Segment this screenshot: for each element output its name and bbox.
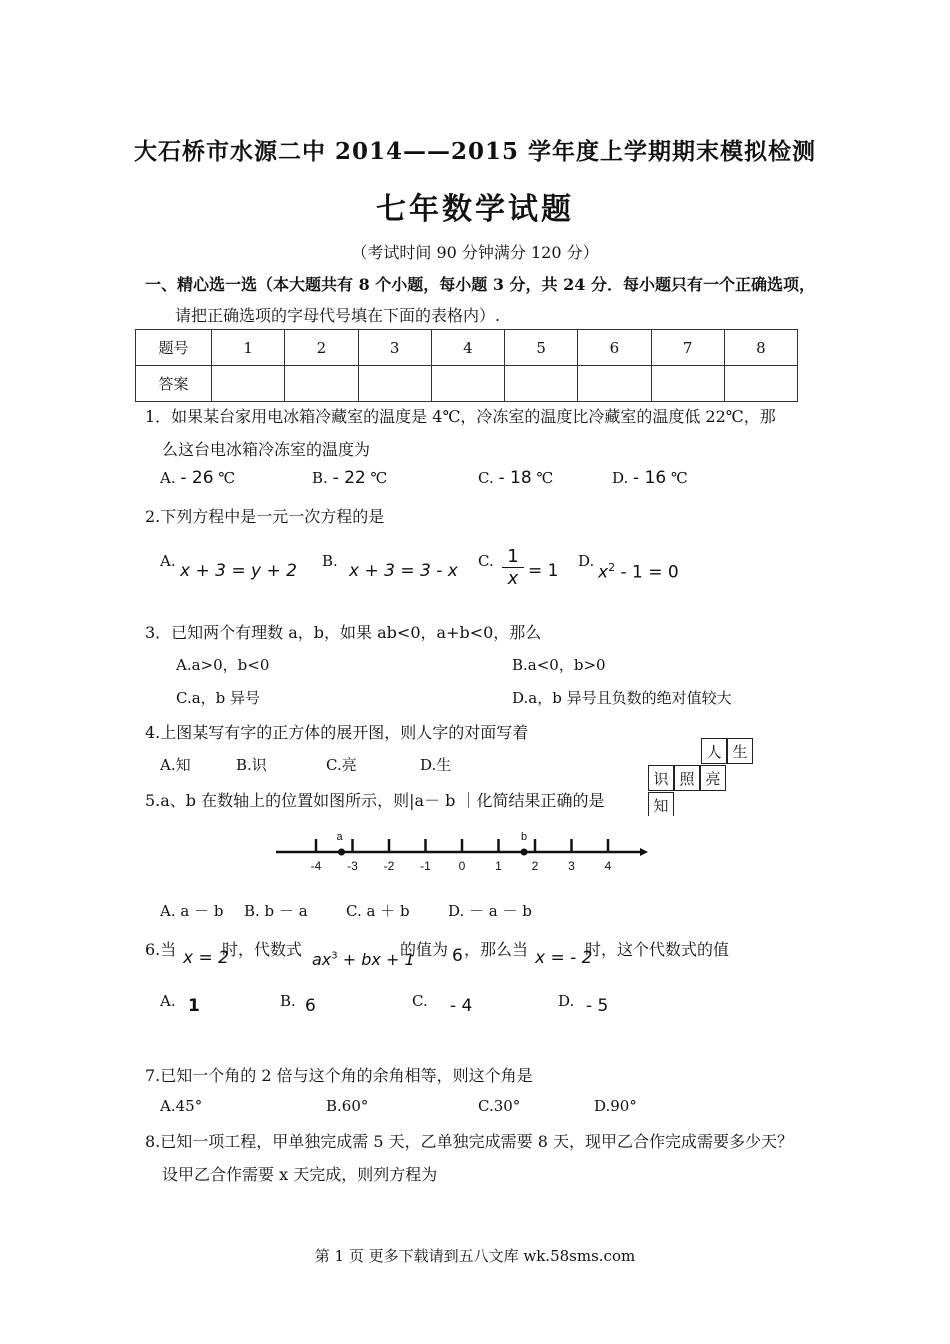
q2-option-a-label: A. [160, 552, 176, 570]
q2-option-c-label: C. [478, 552, 494, 570]
number-line-arrow [640, 848, 648, 856]
q5-option-a: A. a － b [160, 902, 224, 920]
q6-option-d-label: D. [558, 992, 575, 1010]
answer-cell[interactable] [651, 366, 724, 402]
q5-option-b: B. b － a [244, 902, 308, 920]
q6-option-c-label: C. [412, 992, 428, 1010]
answer-cell[interactable] [724, 366, 797, 402]
number-line-point-a [338, 849, 345, 856]
answer-cell[interactable] [358, 366, 431, 402]
q2-option-c-fraction [502, 546, 524, 589]
table-number: 7 [651, 330, 724, 366]
exam-info: （考试时间 90 分钟满分 120 分） [351, 243, 599, 262]
answer-table-answer-row [136, 366, 798, 402]
table-number: 3 [358, 330, 431, 366]
answer-cell[interactable] [431, 366, 504, 402]
q3-option-d: D.a，b 异号且负数的绝对值较大 [512, 689, 732, 707]
cube-face-sheng: 生 [727, 738, 753, 764]
q3-stem: 3．已知两个有理数 a，b，如果 ab<0，a+b<0，那么 [145, 623, 542, 642]
table-header-label: 题号 [136, 330, 212, 366]
number-line [270, 825, 650, 880]
table-number: 2 [285, 330, 358, 366]
exam-subtitle: 七年数学试题 [376, 192, 574, 227]
q2-option-c-rest: = 1 [528, 561, 559, 581]
exam-title: 大石桥市水源二中 2014——2015 学年度上学期期末模拟检测 [133, 138, 817, 165]
q6-mid1: 时，代数式 [222, 940, 303, 959]
q6-suffix: 时，这个代数式的值 [585, 940, 730, 959]
answer-cell[interactable] [505, 366, 578, 402]
q3-option-c: C.a，b 异号 [176, 689, 261, 707]
q6-option-c-value: - 4 [450, 996, 473, 1016]
q8-line2: 设甲乙合作需要 x 天完成，则列方程为 [162, 1165, 438, 1184]
q2-option-d-label: D. [578, 552, 595, 570]
q1-line1: 1．如果某台家用电冰箱冷藏室的温度是 4℃，冷冻室的温度比冷藏室的温度低 22℃，那 [145, 407, 776, 426]
q4-option-a: A.知 [160, 756, 191, 774]
fraction-denominator: x [507, 568, 519, 589]
table-number: 1 [212, 330, 285, 366]
number-line-tick-label: 0 [458, 859, 466, 873]
q6-option-a-label: A. [160, 992, 176, 1010]
table-number: 6 [578, 330, 651, 366]
cube-face-zhi: 知 [648, 792, 674, 816]
fraction-numerator: 1 [502, 546, 524, 568]
q6-option-b-value: 6 [305, 996, 316, 1016]
answer-cell[interactable] [212, 366, 285, 402]
number-line-tick-label: 2 [531, 859, 539, 873]
q6-expression: $ax^3$ + bx + 1 [312, 950, 415, 969]
cube-face-shi: 识 [648, 765, 674, 791]
q2-stem: 2.下列方程中是一元一次方程的是 [145, 507, 385, 526]
section1-line2: 请把正确选项的字母代号填在下面的表格内）. [175, 306, 501, 325]
q6-value: 6 [452, 946, 463, 966]
table-number: 4 [431, 330, 504, 366]
q6-option-d-value: - 5 [586, 996, 609, 1016]
q1-line2: 么这台电冰箱冷冻室的温度为 [162, 440, 371, 459]
number-line-tick-label: 1 [495, 859, 502, 873]
number-line-tick-label: 4 [604, 859, 612, 873]
table-number: 8 [724, 330, 797, 366]
answer-cell[interactable] [285, 366, 358, 402]
number-line-tick-label: 3 [568, 859, 575, 873]
q5-option-d: D. － a － b [448, 902, 532, 920]
q6-cond1: x = 2 [183, 948, 229, 968]
q1-option-d: D. - 16 ℃ [612, 468, 688, 488]
number-line-tick-label: -2 [383, 859, 395, 873]
q1-option-a: A. - 26 ℃ [160, 468, 236, 488]
q5-option-c: C. a ＋ b [346, 902, 410, 920]
q2-option-d-expr: $x^2 - 1 = 0$ [598, 561, 679, 583]
table-answer-label: 答案 [136, 366, 212, 402]
number-line-point-b [521, 849, 528, 856]
q4-option-b: B.识 [236, 756, 267, 774]
q2-option-b-label: B. [322, 552, 338, 570]
q6-option-a-value: 1 [188, 996, 200, 1016]
q7-stem: 7.已知一个角的 2 倍与这个角的余角相等，则这个角是 [145, 1066, 533, 1085]
q6-option-b-label: B. [280, 992, 296, 1010]
q6-mid3: ，那么当 [464, 940, 529, 959]
answer-cell[interactable] [578, 366, 651, 402]
q4-option-c: C.亮 [326, 756, 357, 774]
number-line-label-a: a [336, 831, 343, 843]
number-line-tick-label: -1 [420, 859, 431, 873]
section1-line1: 一、精心选一选（本大题共有 8 个小题，每小题 3 分，共 24 分．每小题只有一个正确选项， [145, 275, 815, 294]
q1-option-b: B. - 22 ℃ [312, 468, 388, 488]
answer-table-header-row [136, 330, 798, 366]
answer-table [135, 329, 798, 402]
q7-option-d: D.90° [594, 1097, 637, 1115]
q7-option-a: A.45° [160, 1097, 203, 1115]
q8-line1: 8.已知一项工程，甲单独完成需 5 天，乙单独完成需要 8 天，现甲乙合作完成需要多少天？ [145, 1132, 793, 1151]
q7-option-c: C.30° [478, 1097, 521, 1115]
q4-option-d: D.生 [420, 756, 452, 774]
q5-stem: 5.a、b 在数轴上的位置如图所示，则|a－ b ｜化简结果正确的是 [145, 791, 605, 810]
q6-cond2: x = - 2 [535, 948, 593, 968]
q3-option-b: B.a<0，b>0 [512, 656, 606, 674]
q4-stem: 4.上图某写有字的正方体的展开图，则人字的对面写着 [145, 723, 529, 742]
q1-option-c: C. - 18 ℃ [478, 468, 554, 488]
q3-option-a: A.a>0，b<0 [176, 656, 270, 674]
cube-face-liang: 亮 [700, 765, 726, 791]
page-footer: 第 1 页 更多下载请到五八文库 wk.58sms.com [314, 1247, 636, 1265]
cube-face-zhao: 照 [674, 765, 700, 791]
q6-stem-prefix: 6.当 [145, 940, 177, 959]
q6-mid2: 的值为 [400, 940, 449, 959]
q7-option-b: B.60° [326, 1097, 369, 1115]
table-number: 5 [505, 330, 578, 366]
q2-option-a-expr: x + 3 = y + 2 [180, 561, 297, 581]
q2-option-b-expr: x + 3 = 3 - x [349, 561, 458, 581]
number-line-tick-label: -3 [347, 859, 358, 873]
number-line-label-b: b [520, 831, 528, 843]
number-line-tick-label: -4 [310, 859, 322, 873]
cube-face-ren: 人 [701, 738, 727, 764]
